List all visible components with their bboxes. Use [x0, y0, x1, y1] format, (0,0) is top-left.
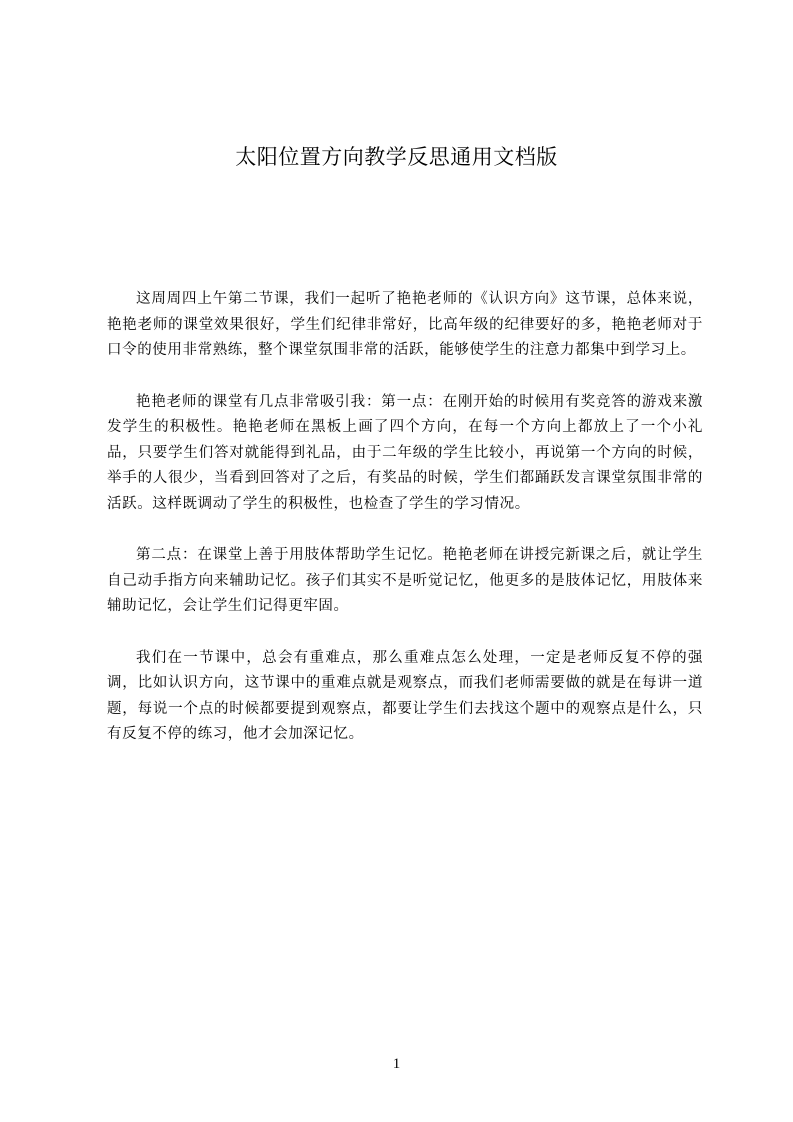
paragraph-1: 这周周四上午第二节课，我们一起听了艳艳老师的《认识方向》这节课，总体来说，艳艳老师的课堂效果很好，学生们纪律非常好，比高年级的纪律要好的多，艳艳老师对于口令的使用非常熟练，整个课堂氛围非常的活跃，能够使学生的注意力都集中到学习上。	[107, 291, 703, 358]
document-body	[107, 287, 703, 774]
paragraph-2: 艳艳老师的课堂有几点非常吸引我：第一点：在刚开始的时候用有奖竞答的游戏来激发学生的积极性。艳艳老师在黑板上画了四个方向，在每一个方向上都放上了一个小礼品，只要学生们答对就能得到礼品，由于二年级的学生比较小，再说第一个方向的时候，举手的人很少，当看到回答对了之后，有奖品的时候，学生们都踊跃发言课堂氛围非常的活跃。这样既调动了学生的积极性，也检查了学生的学习情况。	[107, 393, 703, 512]
paragraph-3: 第二点：在课堂上善于用肢体帮助学生记忆。艳艳老师在讲授完新课之后，就让学生自己动手指方向来辅助记忆。孩子们其实不是听觉记忆，他更多的是肢体记忆，用肢体来辅助记忆，会让学生们记得更牢固。	[107, 547, 703, 614]
paragraph-4: 我们在一节课中，总会有重难点，那么重难点怎么处理，一定是老师反复不停的强调，比如认识方向，这节课中的重难点就是观察点，而我们老师需要做的就是在每讲一道题，每说一个点的时候都要提到观察点，都要让学生们去找这个题中的观察点是什么，只有反复不停的练习，他才会加深记忆。	[107, 649, 703, 742]
document-title: 太阳位置方向教学反思通用文档版	[235, 145, 558, 169]
page-number: 1	[392, 1056, 401, 1072]
